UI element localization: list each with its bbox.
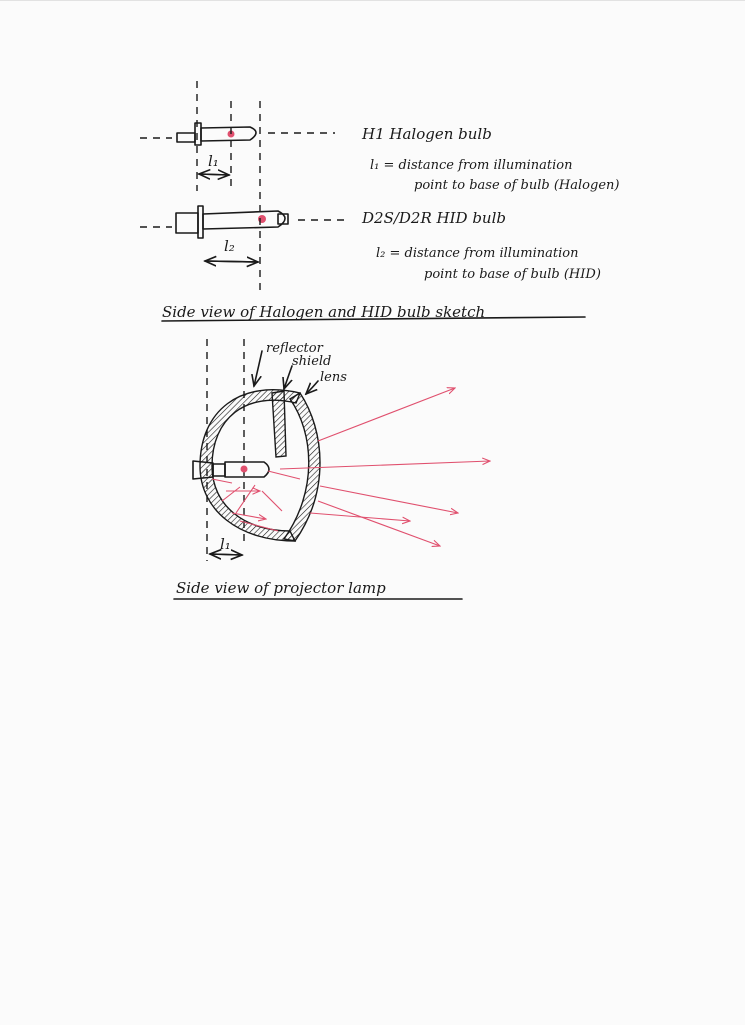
- hid-base: [176, 213, 198, 233]
- hand-sketch: [0, 1, 745, 1025]
- projected-ray: [318, 501, 440, 546]
- projector-bulb-base: [213, 464, 225, 476]
- projected-ray: [318, 388, 455, 441]
- l1-definition-line1: l₁ = distance from illumination: [370, 158, 573, 173]
- l2-definition-line1: l₂ = distance from illumination: [376, 246, 579, 261]
- internal-ray: [262, 491, 282, 511]
- internal-ray: [236, 485, 255, 513]
- hid-bulb-label: D2S/D2R HID bulb: [362, 209, 506, 227]
- l1-arrow-back: [199, 174, 229, 175]
- reflector-pointer: [254, 351, 262, 386]
- projector-filament-dot: [241, 466, 248, 473]
- h1-flange: [195, 123, 201, 145]
- internal-ray: [222, 487, 240, 501]
- hid-bulb-drawing: [140, 101, 345, 291]
- l2-definition-line2: point to base of bulb (HID): [424, 267, 601, 282]
- hid-arc-dot: [258, 215, 266, 223]
- internal-ray: [212, 479, 232, 483]
- h1-base-stub: [177, 133, 195, 142]
- h1-bulb-label: H1 Halogen bulb: [362, 125, 492, 143]
- shield-pointer: [284, 366, 292, 389]
- l1-definition-line2: point to base of bulb (Halogen): [414, 178, 620, 193]
- lens: [284, 393, 320, 541]
- lens-label: lens: [320, 370, 347, 385]
- internal-rays: [212, 471, 300, 531]
- projector-l1-label: l₁: [220, 535, 231, 553]
- shield-label: shield: [292, 354, 332, 369]
- l1-dimension-label: l₁: [208, 152, 219, 170]
- projector-l1-arrow-back: [210, 554, 242, 555]
- bulbs-heading: Side view of Halogen and HID bulb sketch: [162, 303, 486, 321]
- reflector-label: reflector: [266, 341, 323, 356]
- l2-dimension-label: l₂: [224, 237, 235, 255]
- internal-ray: [268, 471, 300, 479]
- shield: [272, 391, 286, 457]
- hid-glass: [203, 211, 285, 229]
- h1-bulb-drawing: [140, 81, 335, 191]
- l2-arrow-back: [205, 261, 258, 262]
- lens-pointer: [306, 381, 318, 394]
- projector-heading: Side view of projector lamp: [176, 579, 386, 597]
- projected-ray: [310, 513, 410, 521]
